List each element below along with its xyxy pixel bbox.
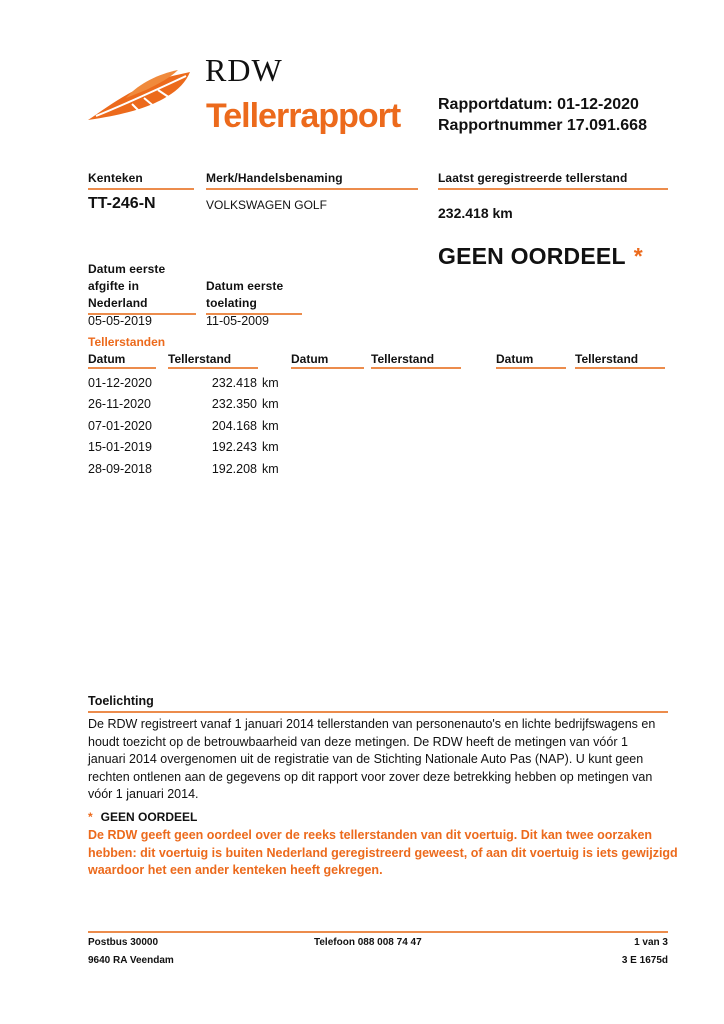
toelating-label-line1: Datum eerste [206, 279, 284, 293]
geen-oordeel-heading [88, 810, 197, 824]
page-title: Tellerrapport [206, 97, 401, 135]
toelichting-text: De RDW registreert vanaf 1 januari 2014 tellerstanden van personenauto's en lichte bedrijfswagens en houdt toezicht op de betrouwbaarheid van deze metingen. De RDW heeft de metingen van vóór 1 januari 2014 overgenomen uit de registratie van de Stichting Nationale Auto Pas (NAP). U kunt geen rechten ontlenen aan de gegevens op dit rapport voor zover deze betrekking hebben op metingen van vóór 1 januari 2014. [88, 717, 656, 801]
col-header-datum: Datum [496, 352, 566, 369]
col-header-tellerstand: Tellerstand [371, 352, 461, 369]
table-row [88, 437, 288, 459]
row-stand: 204.168 [211, 418, 257, 433]
col-header-datum: Datum [291, 352, 364, 369]
toelating-label [206, 278, 302, 315]
merk-value: VOLKSWAGEN GOLF [206, 198, 327, 212]
kenteken-value: TT-246-N [88, 195, 156, 212]
geen-oordeel-mark: * [88, 810, 93, 824]
footer-divider [88, 931, 668, 933]
footer-code: 3 E 1675d [621, 955, 668, 966]
toelating-value: 11-05-2009 [206, 314, 270, 328]
row-stand: 232.350 [211, 397, 257, 412]
afgifte-value: 05-05-2019 [88, 314, 152, 328]
afgifte-label-line3: Nederland [88, 296, 148, 310]
footer-telefoon: Telefoon 088 008 74 47 [314, 937, 422, 948]
row-stand: 192.243 [211, 440, 257, 455]
row-unit: km [262, 461, 279, 476]
row-datum: 07-01-2020 [88, 418, 152, 433]
footer-postbus: Postbus 30000 [88, 937, 159, 948]
table-row [88, 458, 288, 480]
col-header-tellerstand: Tellerstand [168, 352, 258, 369]
verdict-text: GEEN OORDEEL [438, 243, 626, 269]
toelichting-title: Toelichting [88, 694, 668, 713]
row-unit: km [262, 440, 279, 455]
row-datum: 01-12-2020 [88, 375, 152, 390]
rdw-feather-logo-icon [86, 68, 196, 128]
report-date: Rapportdatum: 01-12-2020 [438, 96, 639, 113]
verdict [438, 243, 643, 270]
row-datum: 15-01-2019 [88, 440, 152, 455]
table-row [88, 372, 288, 394]
footer-page-number: 1 van 3 [634, 937, 668, 948]
afgifte-label [88, 261, 196, 315]
tellerstanden-title: Tellerstanden [88, 335, 166, 349]
toelating-label-line2: toelating [206, 296, 257, 310]
col-header-datum: Datum [88, 352, 156, 369]
row-stand: 232.418 [211, 375, 257, 390]
verdict-mark: * [633, 243, 643, 269]
footer-city: 9640 RA Veendam [88, 955, 174, 966]
row-unit: km [262, 418, 279, 433]
table-row [88, 415, 288, 437]
tellerstanden-list [88, 372, 288, 480]
row-stand: 192.208 [211, 461, 257, 476]
row-unit: km [262, 397, 279, 412]
kenteken-label: Kenteken [88, 171, 194, 190]
row-datum: 26-11-2020 [88, 397, 152, 412]
geen-oordeel-title: GEEN OORDEEL [100, 810, 198, 824]
merk-label: Merk/Handelsbenaming [206, 171, 418, 190]
table-row [88, 394, 288, 416]
geen-oordeel-warning: De RDW geeft geen oordeel over de reeks tellerstanden van dit voertuig. Dit kan twee oorzaken hebben: dit voertuig is buiten Nederland geregistreerd geweest, of aan dit voertuig is iets gewijzigd waardoor het een ander kenteken heeft gekregen. [88, 828, 678, 877]
stand-value: 232.418 km [438, 205, 513, 221]
report-number: Rapportnummer 17.091.668 [438, 117, 647, 134]
row-datum: 28-09-2018 [88, 461, 152, 476]
row-unit: km [262, 375, 279, 390]
afgifte-label-line2: afgifte in [88, 279, 139, 293]
org-name: RDW [205, 52, 283, 88]
stand-label: Laatst geregistreerde tellerstand [438, 171, 668, 190]
col-header-tellerstand: Tellerstand [575, 352, 665, 369]
afgifte-label-line1: Datum eerste [88, 262, 166, 276]
